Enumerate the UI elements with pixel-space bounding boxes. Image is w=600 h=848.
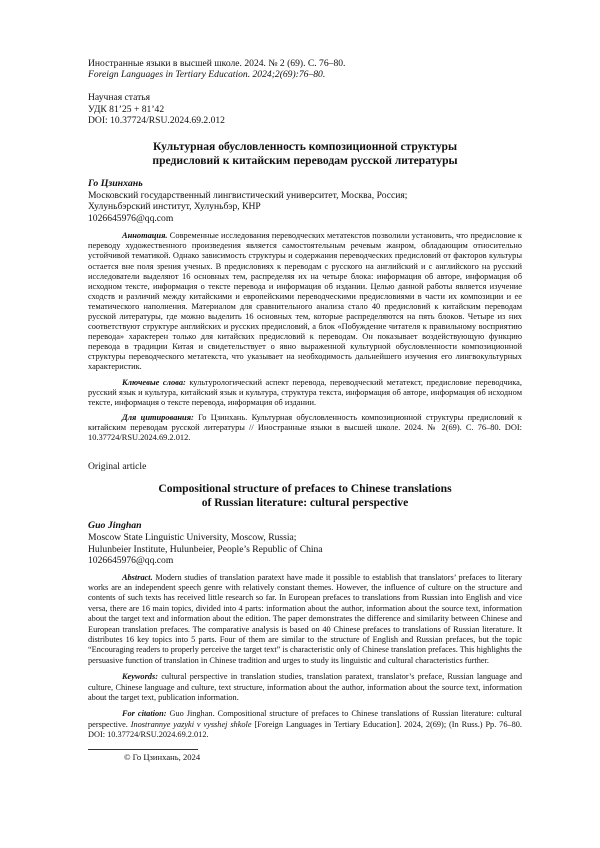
title-ru-line-2: предисловий к китайским переводам русской литературы	[152, 154, 458, 168]
abstract-en	[88, 573, 522, 667]
abstract-en-label: Abstract.	[122, 572, 153, 582]
affiliation-en-2: Hulunbeier Institute, Hulunbeier, People’s Republic of China	[88, 543, 323, 555]
journal-citation-ru: Иностранные языки в высшей школе. 2024. № 2 (69). С. 76–80.	[88, 58, 346, 69]
citation-ru-label: Для цитирования:	[122, 412, 194, 422]
author-en: Guo Jinghan	[88, 520, 142, 532]
citation-en-journal: Inostrannye yazyki v vysshej shkole	[130, 719, 252, 729]
email-ru: 1026645976@qq.com	[88, 212, 174, 224]
article-page	[88, 58, 522, 763]
article-meta	[88, 92, 522, 126]
affiliation-ru-1: Московский государственный лингвистический университет, Москва, Россия;	[88, 190, 408, 202]
keywords-ru-text: культурологический аспект перевода, переводческий метатекст, предисловие переводчика, русский язык и культура, китайский язык и культура, структура текста, информация об авторе, информация об исходном тексте, информация о тексте перевода, информация об издании.	[88, 377, 522, 407]
article-type-en: Original article	[88, 461, 147, 473]
citation-en-text-2: [Foreign Languages in Tertiary Education]. 2024, 2(69); (In Russ.) Pp. 76–80. DOI: 10.37724/RSU.2024.69.2.012.	[88, 719, 522, 740]
footer-divider	[88, 749, 198, 750]
title-ru	[88, 140, 522, 168]
citation-en-label: For citation:	[122, 709, 167, 719]
keywords-en-text: cultural perspective in translation studies, translation paratext, translator’s preface, Russian language and culture, Chinese language and culture, text structure, information about the author, information about the source text, information about the target text, publication information.	[88, 672, 523, 702]
citation-en-text-1: Guo Jinghan. Compositional structure of prefaces to Chinese translations of Russian literature: cultural perspective.	[88, 709, 522, 729]
doi: DOI: 10.37724/RSU.2024.69.2.012	[88, 114, 225, 126]
keywords-ru-label: Ключевые слова:	[122, 377, 186, 387]
citation-en	[88, 709, 522, 740]
abstract-ru-text: Современные исследования переводческих метатекстов позволили установить, что предисловие к переводу художественного произведения является самостоятельным речевым жанром, обладающим относительно устойчивой тематикой. Однако зависимость структуры и содержания переводческих предисловий от факторов культуры остается вне поля зрения ученых. В предисловиях к переводам с русского на английский и с английского на русский исследователи выделяют 16 основных тем, распределяя их на четыре блока: информация об авторе, информация об исходном тексте, информация о тексте перевода и информация об издании. Целью данной работы является изучение сходств и различий между китайскими и европейскими переводческими предисловиями в части их композиции и ее тематического наполнения. Материалом для сравнительного анализа стало 40 предисловий к китайским переводам русской литературы, где можно выделить 16 основных тем, которые распределяются на пять блоков. Четыре из них соответствуют структуре английских и русских предисловий, а блок «Побуждение читателя к правильному восприятию перевода» характерен только для китайских предисловий к переводам. Он показывает воздействующую функцию перевода в традиции Китая и свидетельствует о явно выраженной культурной обусловленности композиционной структуры переводческого метатекста, что указывает на необходимость дальнейшего изучения его лингвокультурных характеристик.	[88, 231, 522, 372]
title-en-line-2: of Russian literature: cultural perspective	[201, 496, 409, 510]
keywords-en-label: Keywords:	[122, 672, 158, 682]
journal-header	[88, 58, 522, 80]
abstract-en-text: Modern studies of translation paratext have made it possible to establish that translators’ prefaces to literary works are an independent speech genre with relatively constant themes. However, the influence of culture on the structure and contents of such texts has received little research so far. In European prefaces to translations from Russian into English and vice versa, there are 16 main topics, divided into 4 parts: information about the author, information about the source text, information about the target text and information about the edition. The paper demonstrates the difference and similarity between Chinese and European translation prefaces. The comparative analysis is based on 40 Chinese prefaces to translations of Russian literature. It distributes 16 key topics into 5 parts. Four of them are similar to the structure of English and Russian prefaces, but the topic “Encouraging readers to properly perceive the target text” is characteristic only of Chinese translation prefaces. This highlights the persuasive function of translation in Chinese tradition and urges to study its linguistic and cultural characteristics further.	[88, 572, 522, 665]
journal-citation-en: Foreign Languages in Tertiary Education. 2024;2(69):76–80.	[88, 69, 326, 81]
keywords-en	[88, 672, 522, 703]
title-en-line-1: Compositional structure of prefaces to Chinese translations	[158, 482, 452, 496]
title-en	[88, 482, 522, 510]
copyright: © Го Цзинхань, 2024	[124, 751, 201, 762]
affiliation-ru-2: Хулуньбэрский институт, Хулуньбэр, КНР	[88, 201, 261, 213]
author-ru: Го Цзинхань	[88, 178, 143, 190]
keywords-ru	[88, 378, 522, 408]
abstract-ru	[88, 231, 522, 372]
email-en: 1026645976@qq.com	[88, 555, 174, 567]
title-ru-line-1: Культурная обусловленность композиционной структуры	[152, 140, 458, 154]
citation-ru-text: Го Цзинхань. Культурная обусловленность композиционной структуры предисловий к китайским переводам русской литературы // Иностранные языки в высшей школе. 2024. № 2(69). С. 76–80. DOI: 10.37724/RSU.2024.69.2.012.	[88, 412, 523, 443]
citation-ru	[88, 413, 522, 443]
article-type-ru: Научная статья	[88, 92, 151, 104]
affiliation-en-1: Moscow State Linguistic University, Moscow, Russia;	[88, 532, 297, 544]
abstract-ru-label: Аннотация.	[122, 231, 168, 241]
udk-code: УДК 81’25 + 81’42	[88, 103, 165, 115]
